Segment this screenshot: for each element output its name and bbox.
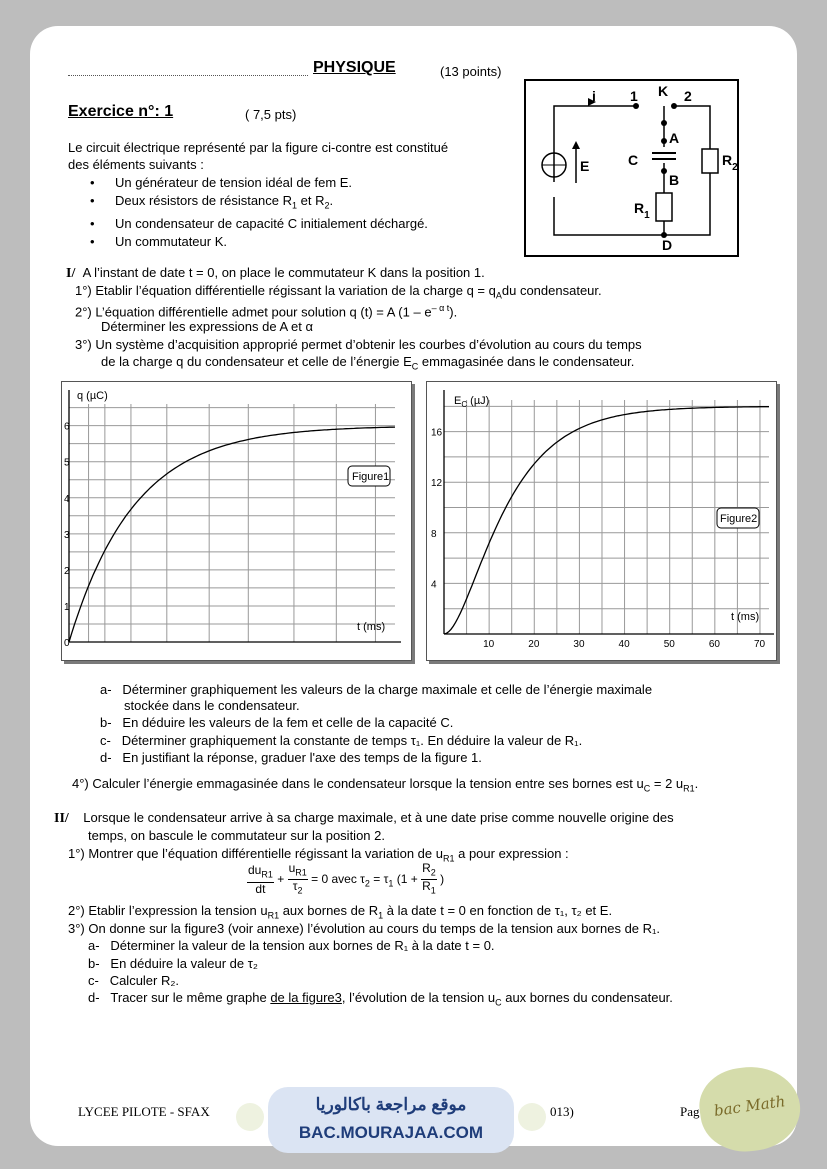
fig2-x-tick-label: 50 — [663, 639, 675, 650]
fig1-x-axis-label: t (ms) — [357, 621, 386, 633]
part-ii-item-b: b- En déduire la valeur de τ₂ — [88, 956, 258, 971]
banner-left-icon — [236, 1103, 264, 1131]
part-i-q2c: Déterminer les expressions de A et α — [101, 319, 314, 334]
banner-arabic: موقع مراجعة باكالوريا — [315, 1095, 467, 1114]
part-ii-item-a: a- Déterminer la valeur de la tension aux bornes de R₁ à la date t = 0. — [88, 938, 495, 953]
node-2 — [671, 103, 677, 109]
intro-line-2: des éléments suivants : — [68, 157, 204, 172]
exercise-title: Exercice n°: 1 — [68, 103, 174, 120]
section-title: PHYSIQUE — [313, 59, 396, 76]
fig2-y-tick-label: 12 — [431, 478, 443, 490]
switch-pivot — [661, 120, 667, 126]
part-ii-q1: 1°) Montrer que l’équation différentielle régissant la variation de $u_{R1}$ a pour expression : — [68, 846, 569, 864]
site-banner[interactable] — [268, 1087, 514, 1153]
resistor-r2 — [702, 149, 718, 173]
fig2-x-tick-label: 10 — [483, 639, 495, 650]
part-ii-q2: 2°) Etablir l’expression la tension $u_{R1}$ aux bornes de $R_1$ à la date t = 0 en fonction de τ₁, τ₂ et E. — [68, 903, 613, 921]
label-b: B — [669, 172, 680, 188]
part-i-q2: 2°) L’équation différentielle admet pour solution q (t) = A $(1 - e^{- \alpha t})$. — [75, 303, 458, 320]
fig2-y-axis-label: $E_C$ (µJ) — [454, 395, 490, 409]
label-r2: $R_2$ — [722, 152, 738, 173]
fig2-x-tick-label: 60 — [708, 639, 720, 650]
part-i-q3a: 3°) Un système d’acquisition approprié permet d’obtenir les courbes d’évolution au cours du temps — [75, 337, 642, 352]
fig2-x-tick-label: 40 — [618, 639, 630, 650]
list-item: • Deux résistors de résistance $R_1$ et $R_2$. — [90, 192, 428, 215]
label-pos1: 1 — [630, 88, 638, 104]
fig1-curve-q — [69, 427, 395, 642]
node-b — [661, 168, 667, 174]
label-a: A — [669, 130, 680, 146]
circuit-diagram — [524, 79, 740, 259]
figure-2-panel — [426, 381, 777, 661]
label-c: C — [628, 152, 639, 168]
part-ii-intro-2: temps, on bascule le commutateur sur la position 2. — [88, 828, 385, 843]
part-ii-item-d: d- Tracer sur le même graphe de la figure3, l’évolution de la tension $u_C$ aux bornes du condensateur. — [88, 990, 673, 1008]
part-ii-item-c: c- Calculer R₂. — [88, 973, 180, 988]
part-i-q4: 4°) Calculer l’énergie emmagasinée dans le condensateur lorsque la tension entre ses bornes est $u_C = 2$ $u_{R1}$. — [72, 776, 699, 794]
label-r1: $R_1$ — [634, 200, 650, 221]
banner-url[interactable]: BAC.MOURAJAA.COM — [298, 1123, 484, 1142]
fig1-y-axis-label: q (µC) — [77, 390, 108, 402]
fig1-y-tick-label: 5 — [64, 457, 70, 469]
exercise-points: ( 7,5 pts) — [245, 107, 297, 122]
part-i-item-b: b- En déduire les valeurs de la fem et celle de la capacité C. — [100, 715, 454, 730]
part-i-q3b: de la charge q du condensateur et celle de l’énergie $E_C$ emmagasinée dans le condensateur. — [101, 354, 635, 372]
list-item: • Un condensateur de capacité C initialement déchargé. — [90, 215, 428, 233]
part-ii-q3: 3°) On donne sur la figure3 (voir annexe) l’évolution au cours du temps de la tension aux bornes de R₁. — [68, 921, 661, 936]
fig2-x-tick-label: 70 — [753, 639, 766, 650]
list-item: • Un générateur de tension idéal de fem E. — [90, 174, 428, 192]
part-i-item-a-cont: stockée dans le condensateur. — [124, 698, 300, 713]
figure-2-chart — [427, 382, 776, 660]
fig1-y-tick-label: 4 — [64, 493, 70, 505]
part-i-intro: I/ A l’instant de date t = 0, on place le commutateur K dans la position 1. — [66, 265, 485, 281]
fig2-y-tick-label: 16 — [431, 427, 443, 439]
part-i-item-a: a- Déterminer graphiquement les valeurs de la charge maximale et celle de l’énergie maximale — [100, 682, 653, 697]
fig1-y-tick-label: 1 — [64, 601, 70, 613]
section-points: (13 points) — [440, 64, 502, 79]
fig2-title: Figure2 — [720, 513, 758, 525]
label-k: K — [658, 83, 669, 99]
fig1-y-tick-label: 6 — [64, 421, 70, 433]
label-i: i — [592, 88, 596, 104]
banner-right-icon — [518, 1103, 546, 1131]
part-ii-intro-1: II/ Lorsque le condensateur arrive à sa charge maximale, et à une date prise comme nouvelle origine des — [54, 810, 674, 826]
fig2-x-tick-label: 30 — [573, 639, 585, 650]
figure-1-panel — [61, 381, 412, 661]
fig1-title: Figure1 — [352, 471, 390, 483]
part-i-q1: 1°) Etablir l’équation différentielle régissant la variation de la charge $q = q_Adu$ condensateur. — [75, 283, 602, 301]
fig2-y-tick-label: 4 — [431, 579, 437, 591]
logo-text: bac Math — [712, 1092, 787, 1120]
fig1-y-tick-label: 3 — [64, 529, 70, 541]
label-pos2: 2 — [684, 88, 692, 104]
fig2-x-tick-label: 20 — [528, 639, 540, 650]
footer-school: LYCEE PILOTE - SFAX — [78, 1104, 210, 1119]
footer-year: 013) — [550, 1104, 574, 1119]
label-e: E — [580, 158, 590, 174]
intro-line-1: Le circuit électrique représenté par la figure ci-contre est constitué — [68, 140, 449, 155]
components-list — [90, 174, 428, 251]
title-dotted-line — [68, 75, 308, 76]
differential-equation: $\frac{du_{R1}}{dt}$ + $\frac{u_{R1}}{\tau_2}$ = 0 avec $\tau_2 = \tau_1$ (1 + $\frac{R_2}{R_1}$ ) — [248, 861, 445, 896]
fig2-x-axis-label: t (ms) — [731, 611, 760, 623]
footer-page: Pag — [680, 1104, 700, 1119]
node-a — [661, 138, 667, 144]
fig1-y-tick-label: 0 — [64, 638, 70, 649]
part-i-item-c: c- Déterminer graphiquement la constante de temps τ₁. En déduire la valeur de R₁. — [100, 733, 583, 748]
fig2-y-tick-label: 8 — [431, 528, 437, 540]
fig1-y-tick-label: 2 — [64, 565, 70, 577]
label-d: D — [662, 237, 673, 253]
figure-1-chart — [62, 382, 411, 660]
list-item: • Un commutateur K. — [90, 233, 428, 251]
resistor-r1 — [656, 193, 672, 221]
part-i-item-d: d- En justifiant la réponse, graduer l'axe des temps de la figure 1. — [100, 750, 482, 765]
